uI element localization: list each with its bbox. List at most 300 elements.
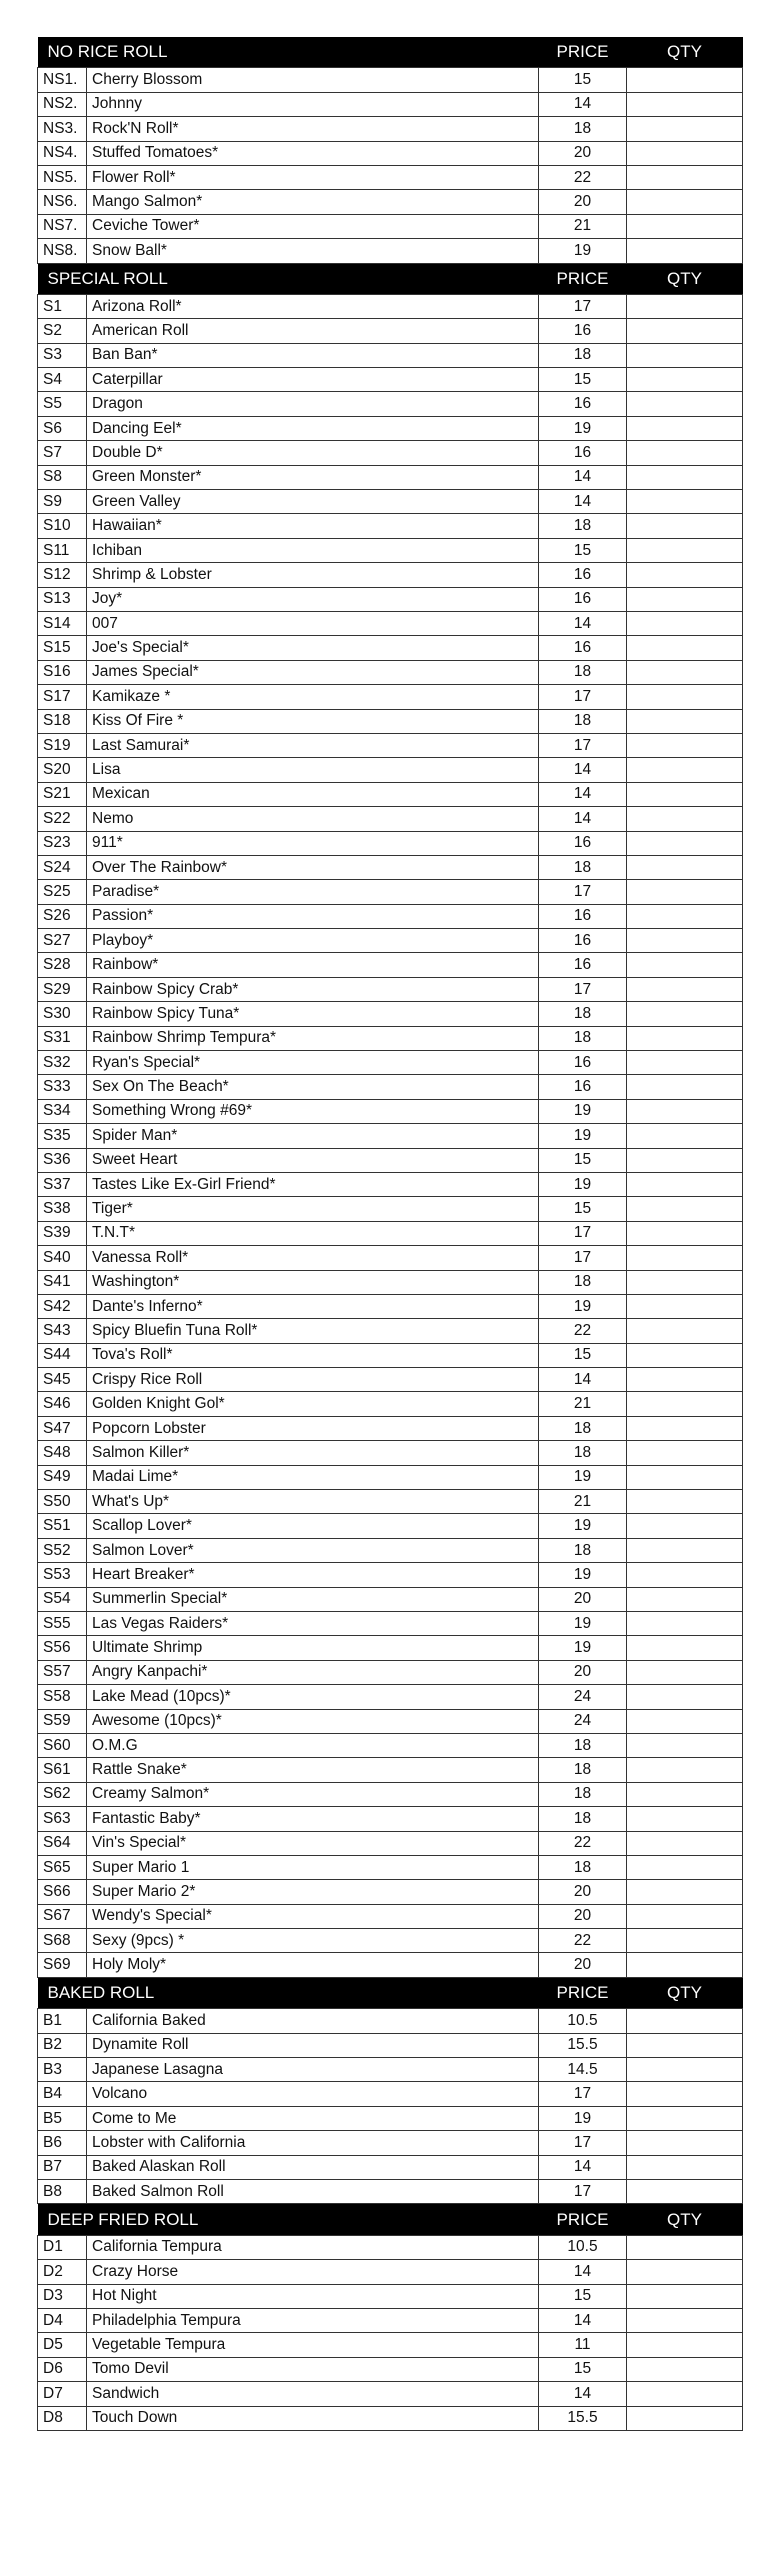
menu-item-row (38, 563, 743, 587)
menu-item-row (38, 880, 743, 904)
item-code: D3 (38, 2284, 87, 2308)
item-code: S17 (38, 685, 87, 709)
item-price: 18 (539, 1538, 627, 1562)
item-qty-cell[interactable] (627, 1880, 743, 1904)
item-code: S57 (38, 1660, 87, 1684)
item-code: S5 (38, 392, 87, 416)
item-name: Holy Moly* (87, 1953, 539, 1977)
item-code: S8 (38, 465, 87, 489)
item-price: 15 (539, 68, 627, 92)
item-qty-cell[interactable] (627, 1416, 743, 1440)
item-code: S44 (38, 1343, 87, 1367)
item-price: 18 (539, 1733, 627, 1757)
menu-item-row (38, 1685, 743, 1709)
item-qty-cell[interactable] (627, 1782, 743, 1806)
menu-item-row (38, 165, 743, 189)
item-code: S39 (38, 1221, 87, 1245)
item-price: 14 (539, 465, 627, 489)
item-price: 19 (539, 1465, 627, 1489)
item-code: NS5. (38, 165, 87, 189)
item-name: Hot Night (87, 2284, 539, 2308)
price-column-header: PRICE (539, 37, 627, 68)
menu-item-row (38, 416, 743, 440)
menu-item-row (38, 2082, 743, 2106)
item-code: S26 (38, 904, 87, 928)
item-price: 15 (539, 368, 627, 392)
menu-item-row (38, 1099, 743, 1123)
item-price: 18 (539, 1026, 627, 1050)
item-qty-cell[interactable] (627, 190, 743, 214)
item-price: 18 (539, 514, 627, 538)
item-price: 18 (539, 117, 627, 141)
menu-item-row (38, 465, 743, 489)
item-name: Fantastic Baby* (87, 1807, 539, 1831)
menu-item-row (38, 441, 743, 465)
item-name: Joy* (87, 587, 539, 611)
item-qty-cell[interactable] (627, 1099, 743, 1123)
menu-item-row (38, 1319, 743, 1343)
item-name: Flower Roll* (87, 165, 539, 189)
item-price: 20 (539, 1660, 627, 1684)
item-name: Come to Me (87, 2106, 539, 2130)
item-name: Sex On The Beach* (87, 1075, 539, 1099)
menu-item-row (38, 1709, 743, 1733)
item-name: Passion* (87, 904, 539, 928)
item-qty-cell[interactable] (627, 1246, 743, 1270)
item-qty-cell[interactable] (627, 239, 743, 263)
item-name: Lisa (87, 758, 539, 782)
item-qty-cell[interactable] (627, 1490, 743, 1514)
item-code: NS1. (38, 68, 87, 92)
qty-column-header: QTY (627, 264, 743, 295)
item-qty-cell[interactable] (627, 2333, 743, 2357)
item-qty-cell[interactable] (627, 1441, 743, 1465)
item-qty-cell[interactable] (627, 538, 743, 562)
menu-item-row (38, 239, 743, 263)
item-price: 17 (539, 1221, 627, 1245)
item-qty-cell[interactable] (627, 685, 743, 709)
item-price: 18 (539, 1758, 627, 1782)
item-qty-cell[interactable] (627, 611, 743, 635)
menu-item-row (38, 1197, 743, 1221)
menu-item-row (38, 1392, 743, 1416)
item-code: S20 (38, 758, 87, 782)
item-qty-cell[interactable] (627, 392, 743, 416)
menu-item-row (38, 1441, 743, 1465)
item-qty-cell[interactable] (627, 1660, 743, 1684)
item-qty-cell[interactable] (627, 2033, 743, 2057)
item-name: O.M.G (87, 1733, 539, 1757)
item-code: S49 (38, 1465, 87, 1489)
item-price: 22 (539, 1929, 627, 1953)
item-name: Snow Ball* (87, 239, 539, 263)
item-code: NS6. (38, 190, 87, 214)
item-name: Ryan's Special* (87, 1051, 539, 1075)
item-code: S50 (38, 1490, 87, 1514)
item-qty-cell[interactable] (627, 953, 743, 977)
item-name: Super Mario 1 (87, 1855, 539, 1879)
item-code: S65 (38, 1855, 87, 1879)
item-name: Crispy Rice Roll (87, 1368, 539, 1392)
item-name: Ultimate Shrimp (87, 1636, 539, 1660)
item-code: S19 (38, 733, 87, 757)
menu-item-row (38, 1246, 743, 1270)
item-qty-cell[interactable] (627, 929, 743, 953)
item-name: What's Up* (87, 1490, 539, 1514)
item-code: S23 (38, 831, 87, 855)
item-price: 18 (539, 1782, 627, 1806)
item-code: NS8. (38, 239, 87, 263)
menu-item-row (38, 1636, 743, 1660)
item-qty-cell[interactable] (627, 2406, 743, 2430)
item-code: S48 (38, 1441, 87, 1465)
item-qty-cell[interactable] (627, 709, 743, 733)
item-name: Baked Salmon Roll (87, 2179, 539, 2203)
item-qty-cell[interactable] (627, 1075, 743, 1099)
item-qty-cell[interactable] (627, 831, 743, 855)
item-price: 24 (539, 1709, 627, 1733)
item-qty-cell[interactable] (627, 1319, 743, 1343)
menu-item-row (38, 2406, 743, 2430)
item-qty-cell[interactable] (627, 2260, 743, 2284)
item-code: B5 (38, 2106, 87, 2130)
item-price: 16 (539, 392, 627, 416)
item-qty-cell[interactable] (627, 416, 743, 440)
menu-item-row (38, 709, 743, 733)
item-name: Rainbow Spicy Tuna* (87, 1002, 539, 1026)
item-price: 21 (539, 1490, 627, 1514)
item-price: 17 (539, 733, 627, 757)
item-qty-cell[interactable] (627, 1953, 743, 1977)
menu-item-row (38, 1270, 743, 1294)
menu-item-row (38, 2235, 743, 2259)
item-price: 18 (539, 1855, 627, 1879)
item-qty-cell[interactable] (627, 441, 743, 465)
section-baked-roll (37, 1978, 743, 2205)
item-qty-cell[interactable] (627, 343, 743, 367)
item-code: S22 (38, 807, 87, 831)
menu-item-row (38, 1465, 743, 1489)
item-qty-cell[interactable] (627, 1807, 743, 1831)
item-qty-cell[interactable] (627, 733, 743, 757)
item-name: Ichiban (87, 538, 539, 562)
item-qty-cell[interactable] (627, 1685, 743, 1709)
item-name: Joe's Special* (87, 636, 539, 660)
item-name: Cherry Blossom (87, 68, 539, 92)
item-qty-cell[interactable] (627, 1002, 743, 1026)
item-qty-cell[interactable] (627, 465, 743, 489)
price-column-header: PRICE (539, 1978, 627, 2009)
item-qty-cell[interactable] (627, 2382, 743, 2406)
item-name: Spicy Bluefin Tuna Roll* (87, 1319, 539, 1343)
menu-item-row (38, 1026, 743, 1050)
item-qty-cell[interactable] (627, 68, 743, 92)
item-name: Kamikaze * (87, 685, 539, 709)
item-name: Arizona Roll* (87, 294, 539, 318)
item-name: California Baked (87, 2009, 539, 2033)
item-qty-cell[interactable] (627, 1294, 743, 1318)
item-price: 14 (539, 611, 627, 635)
item-code: S16 (38, 660, 87, 684)
item-price: 16 (539, 1051, 627, 1075)
item-qty-cell[interactable] (627, 117, 743, 141)
item-qty-cell[interactable] (627, 214, 743, 238)
item-qty-cell[interactable] (627, 2284, 743, 2308)
item-qty-cell[interactable] (627, 2058, 743, 2082)
item-name: Something Wrong #69* (87, 1099, 539, 1123)
menu-item-row (38, 514, 743, 538)
item-name: Wendy's Special* (87, 1904, 539, 1928)
item-name: Dynamite Roll (87, 2033, 539, 2057)
item-price: 16 (539, 929, 627, 953)
item-price: 17 (539, 2131, 627, 2155)
item-qty-cell[interactable] (627, 807, 743, 831)
menu-item-row (38, 92, 743, 116)
item-qty-cell[interactable] (627, 2179, 743, 2203)
section-header (38, 1978, 743, 2009)
menu-item-row (38, 141, 743, 165)
item-qty-cell[interactable] (627, 2082, 743, 2106)
item-qty-cell[interactable] (627, 319, 743, 343)
item-code: S9 (38, 490, 87, 514)
menu-item-row (38, 733, 743, 757)
item-code: D5 (38, 2333, 87, 2357)
item-price: 15 (539, 1148, 627, 1172)
item-name: Rock'N Roll* (87, 117, 539, 141)
item-code: S11 (38, 538, 87, 562)
menu-item-row (38, 2131, 743, 2155)
item-code: S32 (38, 1051, 87, 1075)
qty-column-header: QTY (627, 2204, 743, 2235)
item-price: 19 (539, 2106, 627, 2130)
item-name: Heart Breaker* (87, 1563, 539, 1587)
item-price: 19 (539, 1514, 627, 1538)
item-price: 20 (539, 1587, 627, 1611)
item-name: T.N.T* (87, 1221, 539, 1245)
price-column-header: PRICE (539, 2204, 627, 2235)
menu-item-row (38, 953, 743, 977)
item-name: Mango Salmon* (87, 190, 539, 214)
item-qty-cell[interactable] (627, 782, 743, 806)
item-qty-cell[interactable] (627, 1051, 743, 1075)
item-qty-cell[interactable] (627, 1758, 743, 1782)
item-qty-cell[interactable] (627, 977, 743, 1001)
item-code: S1 (38, 294, 87, 318)
item-qty-cell[interactable] (627, 294, 743, 318)
item-name: Rainbow Spicy Crab* (87, 977, 539, 1001)
menu-item-row (38, 2179, 743, 2203)
item-name: Awesome (10pcs)* (87, 1709, 539, 1733)
item-price: 11 (539, 2333, 627, 2357)
item-name: Johnny (87, 92, 539, 116)
item-qty-cell[interactable] (627, 2357, 743, 2381)
item-price: 20 (539, 190, 627, 214)
item-qty-cell[interactable] (627, 1026, 743, 1050)
item-qty-cell[interactable] (627, 92, 743, 116)
item-name: Japanese Lasagna (87, 2058, 539, 2082)
item-qty-cell[interactable] (627, 2131, 743, 2155)
item-price: 19 (539, 416, 627, 440)
item-qty-cell[interactable] (627, 2235, 743, 2259)
menu-item-row (38, 1929, 743, 1953)
menu-item-row (38, 1587, 743, 1611)
item-price: 20 (539, 141, 627, 165)
menu-item-row (38, 2009, 743, 2033)
item-price: 16 (539, 1075, 627, 1099)
order-form (37, 37, 742, 2431)
menu-item-row (38, 977, 743, 1001)
menu-item-row (38, 2284, 743, 2308)
item-qty-cell[interactable] (627, 636, 743, 660)
item-code: S4 (38, 368, 87, 392)
menu-item-row (38, 2058, 743, 2082)
item-price: 15.5 (539, 2033, 627, 2057)
item-code: S6 (38, 416, 87, 440)
item-code: S31 (38, 1026, 87, 1050)
item-qty-cell[interactable] (627, 514, 743, 538)
menu-item-row (38, 758, 743, 782)
item-qty-cell[interactable] (627, 1270, 743, 1294)
item-code: D6 (38, 2357, 87, 2381)
item-code: S25 (38, 880, 87, 904)
item-qty-cell[interactable] (627, 141, 743, 165)
item-qty-cell[interactable] (627, 490, 743, 514)
item-code: D2 (38, 2260, 87, 2284)
item-price: 18 (539, 1270, 627, 1294)
menu-item-row (38, 368, 743, 392)
item-code: S12 (38, 563, 87, 587)
item-code: S21 (38, 782, 87, 806)
item-name: Green Valley (87, 490, 539, 514)
item-qty-cell[interactable] (627, 904, 743, 928)
item-qty-cell[interactable] (627, 1904, 743, 1928)
item-qty-cell[interactable] (627, 1368, 743, 1392)
item-name: American Roll (87, 319, 539, 343)
item-price: 16 (539, 319, 627, 343)
item-name: Crazy Horse (87, 2260, 539, 2284)
item-qty-cell[interactable] (627, 2308, 743, 2332)
item-code: NS2. (38, 92, 87, 116)
item-code: S67 (38, 1904, 87, 1928)
item-qty-cell[interactable] (627, 587, 743, 611)
item-code: S18 (38, 709, 87, 733)
item-price: 14 (539, 2260, 627, 2284)
item-price: 15 (539, 538, 627, 562)
item-qty-cell[interactable] (627, 1612, 743, 1636)
menu-item-row (38, 1416, 743, 1440)
item-name: Kiss Of Fire * (87, 709, 539, 733)
item-qty-cell[interactable] (627, 368, 743, 392)
item-price: 18 (539, 660, 627, 684)
item-price: 16 (539, 953, 627, 977)
item-name: Philadelphia Tempura (87, 2308, 539, 2332)
item-qty-cell[interactable] (627, 1124, 743, 1148)
item-qty-cell[interactable] (627, 1733, 743, 1757)
item-name: Popcorn Lobster (87, 1416, 539, 1440)
item-qty-cell[interactable] (627, 2009, 743, 2033)
item-code: S68 (38, 1929, 87, 1953)
item-code: S33 (38, 1075, 87, 1099)
item-qty-cell[interactable] (627, 1831, 743, 1855)
menu-item-row (38, 190, 743, 214)
item-qty-cell[interactable] (627, 1636, 743, 1660)
item-name: Paradise* (87, 880, 539, 904)
menu-item-row (38, 636, 743, 660)
menu-item-row (38, 1221, 743, 1245)
item-qty-cell[interactable] (627, 1587, 743, 1611)
item-qty-cell[interactable] (627, 1197, 743, 1221)
item-code: S35 (38, 1124, 87, 1148)
item-price: 17 (539, 977, 627, 1001)
item-code: S42 (38, 1294, 87, 1318)
item-qty-cell[interactable] (627, 1563, 743, 1587)
item-qty-cell[interactable] (627, 880, 743, 904)
item-name: Rattle Snake* (87, 1758, 539, 1782)
menu-item-row (38, 2357, 743, 2381)
item-code: S53 (38, 1563, 87, 1587)
item-name: Green Monster* (87, 465, 539, 489)
item-qty-cell[interactable] (627, 1514, 743, 1538)
item-qty-cell[interactable] (627, 758, 743, 782)
item-name: Double D* (87, 441, 539, 465)
item-code: S60 (38, 1733, 87, 1757)
item-qty-cell[interactable] (627, 1538, 743, 1562)
menu-item-row (38, 1660, 743, 1684)
item-price: 18 (539, 1441, 627, 1465)
item-price: 10.5 (539, 2009, 627, 2033)
item-code: S46 (38, 1392, 87, 1416)
item-price: 18 (539, 709, 627, 733)
item-qty-cell[interactable] (627, 1709, 743, 1733)
menu-item-row (38, 1051, 743, 1075)
item-qty-cell[interactable] (627, 1172, 743, 1196)
item-price: 18 (539, 1807, 627, 1831)
item-qty-cell[interactable] (627, 1392, 743, 1416)
item-code: NS7. (38, 214, 87, 238)
item-code: S27 (38, 929, 87, 953)
item-qty-cell[interactable] (627, 2155, 743, 2179)
item-qty-cell[interactable] (627, 660, 743, 684)
item-price: 17 (539, 2082, 627, 2106)
item-qty-cell[interactable] (627, 1855, 743, 1879)
item-name: Nemo (87, 807, 539, 831)
item-price: 14 (539, 2155, 627, 2179)
menu-item-row (38, 2106, 743, 2130)
item-qty-cell[interactable] (627, 2106, 743, 2130)
menu-item-row (38, 2382, 743, 2406)
item-code: S14 (38, 611, 87, 635)
item-name: Tastes Like Ex-Girl Friend* (87, 1172, 539, 1196)
item-code: S28 (38, 953, 87, 977)
item-qty-cell[interactable] (627, 1221, 743, 1245)
menu-item-row (38, 855, 743, 879)
item-code: D8 (38, 2406, 87, 2430)
item-name: Vegetable Tempura (87, 2333, 539, 2357)
item-name: Salmon Lover* (87, 1538, 539, 1562)
item-price: 16 (539, 587, 627, 611)
item-price: 19 (539, 1294, 627, 1318)
item-qty-cell[interactable] (627, 563, 743, 587)
menu-item-row (38, 1807, 743, 1831)
item-qty-cell[interactable] (627, 1148, 743, 1172)
item-qty-cell[interactable] (627, 1465, 743, 1489)
item-code: B3 (38, 2058, 87, 2082)
section-title: NO RICE ROLL (38, 37, 539, 68)
item-qty-cell[interactable] (627, 1929, 743, 1953)
item-qty-cell[interactable] (627, 855, 743, 879)
item-qty-cell[interactable] (627, 165, 743, 189)
item-qty-cell[interactable] (627, 1343, 743, 1367)
